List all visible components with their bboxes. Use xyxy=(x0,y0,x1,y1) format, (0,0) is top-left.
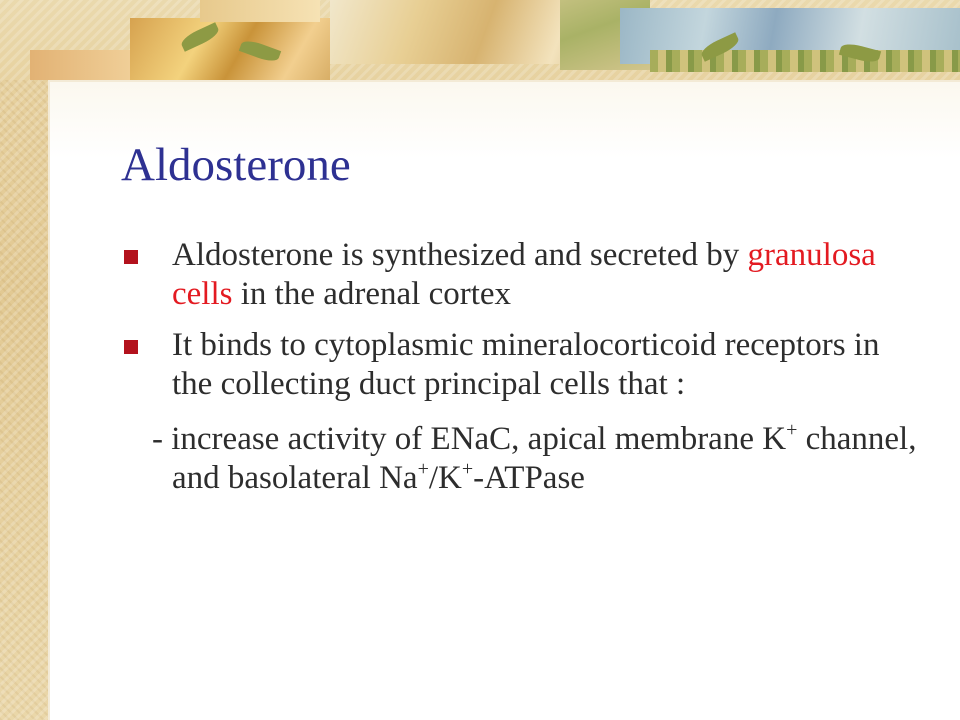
top-decorative-banner xyxy=(0,0,960,80)
left-decorative-strip xyxy=(0,0,48,720)
bullet-text: It binds to cytoplasmic mineralocorticoid receptors in the collecting duct principal cells that : xyxy=(172,327,880,402)
square-bullet-icon xyxy=(124,340,138,354)
sub-bullet-text: -ATPase xyxy=(473,460,585,496)
banner-tile xyxy=(650,50,960,72)
superscript-plus: + xyxy=(417,458,429,480)
superscript-plus: + xyxy=(786,419,798,441)
bullet-item xyxy=(122,236,922,314)
sub-bullet-text: channel, and basolateral Na xyxy=(172,421,917,496)
superscript-plus: + xyxy=(461,458,474,480)
sub-bullet-text: - increase activity of ENaC, apical membrane K xyxy=(152,421,787,457)
slide-content xyxy=(122,236,922,498)
square-bullet-icon xyxy=(124,250,138,264)
bullet-text: in the adrenal cortex xyxy=(232,276,512,312)
highlighted-term: granulosa cells xyxy=(172,237,876,312)
banner-tile xyxy=(130,18,330,80)
bullet-item xyxy=(122,326,922,404)
sub-bullet-text: /K xyxy=(428,460,462,496)
banner-tile xyxy=(200,0,320,22)
slide-title: Aldosterone xyxy=(121,139,351,191)
bullet-text: Aldosterone is synthesized and secreted by xyxy=(172,237,748,273)
sub-bullet-item xyxy=(122,420,922,498)
